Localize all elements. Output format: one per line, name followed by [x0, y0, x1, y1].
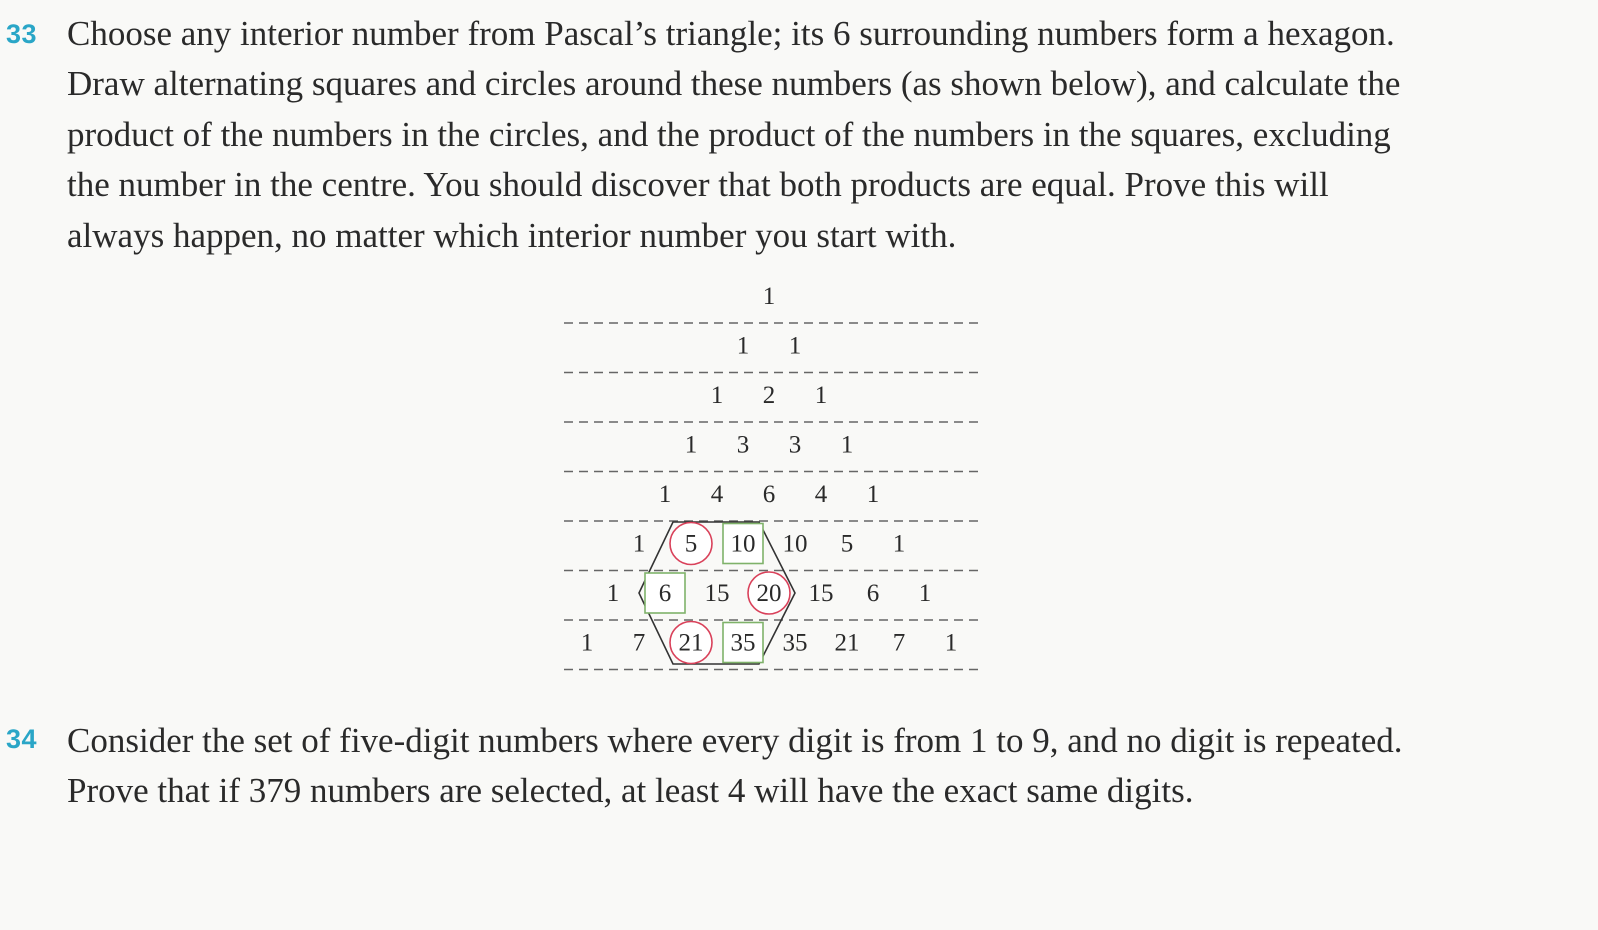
- question-text-line: Prove that if 379 numbers are selected, at least 4 will have the exact same digits.: [67, 771, 1194, 810]
- triangle-number: 1: [892, 530, 906, 558]
- triangle-number: 5: [840, 530, 854, 558]
- triangle-number: 21: [678, 629, 704, 657]
- triangle-number: 1: [788, 332, 802, 360]
- triangle-number: 5: [684, 530, 698, 558]
- triangle-number: 21: [834, 629, 860, 657]
- triangle-number: 15: [808, 580, 834, 607]
- question-number: 33: [6, 19, 38, 49]
- triangle-number: 4: [814, 481, 828, 508]
- triangle-number: 1: [658, 481, 672, 508]
- triangle-number: 1: [684, 431, 698, 459]
- triangle-number: 1: [944, 629, 958, 657]
- question-text-line: Draw alternating squares and circles around these numbers (as shown below), and calculate the: [67, 64, 1401, 103]
- triangle-number: 35: [782, 629, 808, 657]
- triangle-number: 1: [866, 481, 880, 508]
- triangle-number: 10: [782, 530, 808, 558]
- triangle-number: 1: [762, 283, 776, 310]
- triangle-number: 15: [704, 580, 730, 607]
- triangle-number: 3: [788, 431, 802, 459]
- triangle-number: 1: [632, 530, 646, 558]
- triangle-number: 1: [710, 382, 724, 409]
- question-number: 34: [6, 724, 38, 754]
- triangle-number: 1: [736, 332, 750, 360]
- triangle-number: 7: [632, 629, 646, 657]
- triangle-number: 6: [658, 580, 672, 607]
- pascal-triangle-diagram: [560, 270, 990, 680]
- question-text-line: product of the numbers in the circles, and the product of the numbers in the squares, excluding: [67, 115, 1391, 154]
- triangle-number: 6: [866, 580, 880, 607]
- question-text-line: the number in the centre. You should discover that both products are equal. Prove this will: [67, 165, 1329, 204]
- pascal-triangle-figure: [560, 270, 990, 680]
- triangle-number: 1: [606, 580, 620, 607]
- triangle-number: 1: [580, 629, 594, 657]
- triangle-number: 4: [710, 481, 724, 508]
- triangle-number: 35: [730, 629, 756, 657]
- triangle-number: 2: [762, 382, 776, 409]
- triangle-number: 7: [892, 629, 906, 657]
- triangle-number: 1: [918, 580, 932, 607]
- triangle-number: 3: [736, 431, 750, 459]
- triangle-number: 10: [730, 530, 756, 558]
- triangle-number: 6: [762, 481, 776, 508]
- triangle-number: 1: [840, 431, 854, 459]
- triangle-number: 1: [814, 382, 828, 409]
- question-text-line: always happen, no matter which interior number you start with.: [67, 216, 957, 255]
- triangle-number: 20: [756, 580, 782, 607]
- question-text-line: Consider the set of five-digit numbers where every digit is from 1 to 9, and no digit is repeated.: [67, 721, 1403, 760]
- question-text-line: Choose any interior number from Pascal’s triangle; its 6 surrounding numbers form a hexagon.: [67, 14, 1395, 53]
